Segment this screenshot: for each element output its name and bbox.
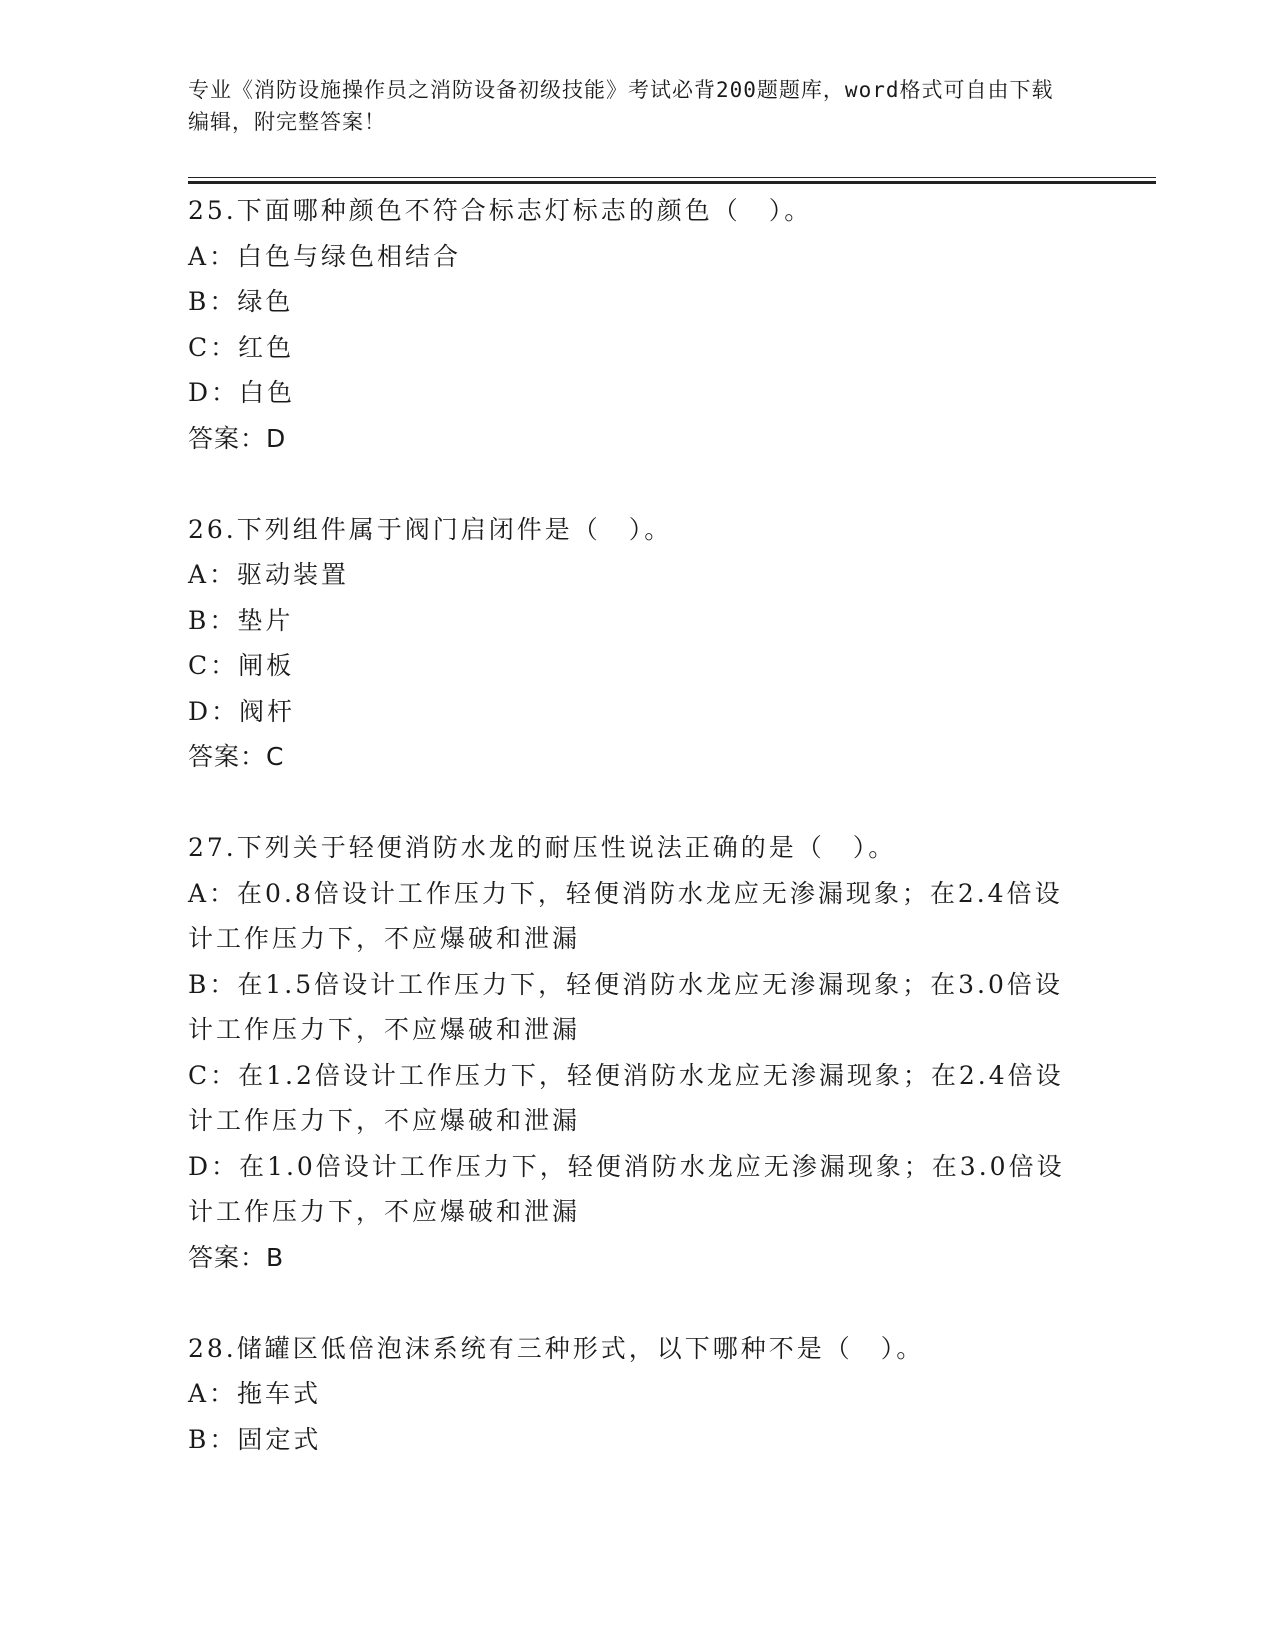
answer-line [188,416,1088,462]
header-divider-thick [188,181,1156,184]
option-b: B：固定式 [188,1424,322,1454]
answer-value: C [266,742,285,771]
option-c: C：闸板 [188,651,295,680]
option-a: A：在0.8倍设计工作压力下，轻便消防水龙应无渗漏现象；在2.4倍设计工作压力下，不应爆破和泄漏 [188,878,1063,953]
question-list [188,188,1088,1462]
option-b: B：垫片 [188,605,294,635]
question-stem: 28.储罐区低倍泡沫系统有三种形式，以下哪种不是（ ）。 [188,1333,925,1363]
question-26 [188,507,1088,780]
question-stem: 26.下列组件属于阀门启闭件是（ ）。 [188,514,673,544]
answer-value: B [266,1242,285,1272]
answer-value: D [266,423,287,453]
option-d: D：阀杆 [188,696,296,726]
question-stem: 27.下列关于轻便消防水龙的耐压性说法正确的是（ ）。 [188,833,897,862]
option-a: A：白色与绿色相结合 [188,241,462,271]
header-divider-thin [188,177,1156,178]
question-stem: 25.下面哪种颜色不符合标志灯标志的颜色（ ）。 [188,196,813,225]
answer-line [188,734,1088,780]
question-28 [188,1326,1088,1463]
option-a: A：驱动装置 [188,560,350,589]
option-d: D：白色 [188,378,296,407]
question-25 [188,188,1088,461]
option-d: D：在1.0倍设计工作压力下，轻便消防水龙应无渗漏现象；在3.0倍设计工作压力下，不应爆破和泄漏 [188,1151,1065,1226]
question-27 [188,825,1088,1280]
option-a: A：拖车式 [188,1379,322,1408]
document-header: 专业《消防设施操作员之消防设备初级技能》考试必背200题题库，word格式可自由下载编辑，附完整答案！ [188,78,1054,134]
option-c: C：在1.2倍设计工作压力下，轻便消防水龙应无渗漏现象；在2.4倍设计工作压力下，不应爆破和泄漏 [188,1060,1064,1135]
answer-label: 答案： [188,423,267,453]
answer-label: 答案： [188,742,267,771]
option-b: B：绿色 [188,287,294,316]
option-b: B：在1.5倍设计工作压力下，轻便消防水龙应无渗漏现象；在3.0倍设计工作压力下，不应爆破和泄漏 [188,969,1063,1044]
answer-label: 答案： [188,1242,267,1272]
answer-line [188,1235,1088,1281]
option-c: C：红色 [188,332,295,362]
